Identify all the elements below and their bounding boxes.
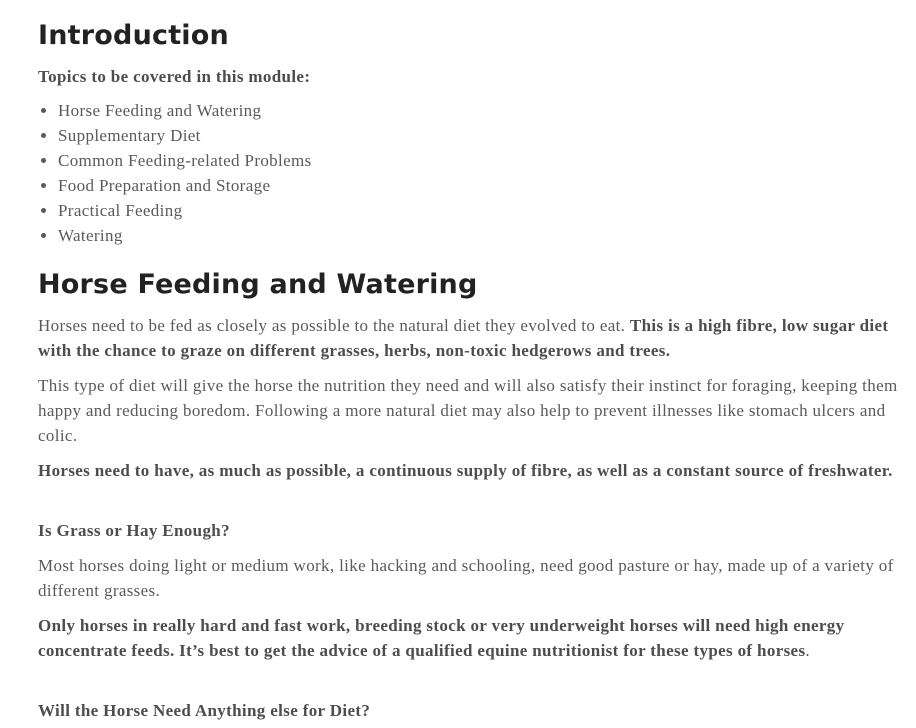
paragraph-natural-diet	[38, 313, 906, 363]
list-item: • Common Feeding-related Problems	[58, 148, 312, 173]
paragraph-light-work: Most horses doing light or medium work, like hacking and schooling, need good pasture or hay, made up of a variety of different grasses.	[38, 556, 894, 600]
paragraph-emphasis: Only horses in really hard and fast work, breeding stock or very underweight horses will need high energy concentrate feeds. It’s best to get the advice of a qualified equine nutritionist for these types of horses	[38, 616, 845, 660]
paragraph-diet-benefits: This type of diet will give the horse the nutrition they need and will also satisfy their instinct for foraging, keeping them happy and reducing boredom. Following a more natural diet may also help to prevent illnesses like stomach ulcers and colic.	[38, 376, 898, 445]
list-item: • Supplementary Diet	[58, 123, 312, 148]
feeding-heading: Horse Feeding and Watering	[38, 269, 478, 300]
subheading-anything-else: Will the Horse Need Anything else for Diet?	[38, 701, 371, 720]
topics-label: Topics to be covered in this module:	[38, 67, 311, 86]
subheading-grass-or-hay: Is Grass or Hay Enough?	[38, 521, 230, 540]
list-item: • Horse Feeding and Watering	[58, 98, 312, 123]
paragraph-fibre-water: Horses need to have, as much as possible, a continuous supply of fibre, as well as a constant source of freshwater.	[38, 461, 893, 480]
paragraph-text: Horses need to be fed as closely as possible to the natural diet they evolved to eat.	[38, 316, 630, 335]
topics-list	[38, 98, 312, 248]
list-item: • Practical Feeding	[58, 198, 312, 223]
intro-heading: Introduction	[38, 20, 229, 51]
paragraph-text: .	[805, 641, 811, 660]
list-item: • Food Preparation and Storage	[58, 173, 312, 198]
paragraph-emphasis: This is a high fibre, low sugar diet with the chance to graze on different grasses, herbs, non-toxic hedgerows and trees.	[38, 316, 889, 360]
paragraph-hard-work	[38, 613, 906, 663]
list-item: • Watering	[58, 223, 312, 248]
